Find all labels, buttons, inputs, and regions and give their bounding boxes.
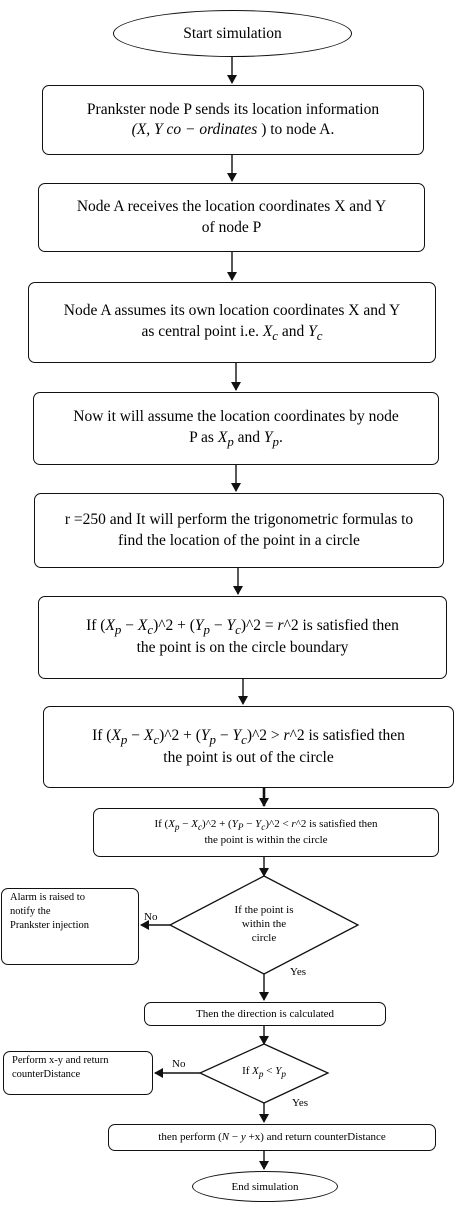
process-step-alarm [1, 888, 139, 965]
step8-line1: If ($X_p$ − $X_c)\^{}2 + (Y_P$ − $Y_c)\^{}2$ < r^2 is satisfied then [154, 818, 378, 833]
step3-line1: Node A assumes its own location coordinates X and Y [63, 302, 401, 320]
process-step-receive-coordinates [38, 183, 425, 252]
end-terminator [192, 1171, 338, 1202]
step4-line1: Now it will assume the location coordinates by node [73, 408, 399, 426]
decision1-line1: If the point is [234, 904, 294, 917]
perform-xy-line1: Perform x-y and return [12, 1055, 109, 1066]
process-step-trigonometric [34, 493, 444, 568]
process-step-perform-final [108, 1124, 436, 1151]
step5-line1: r =250 and It will perform the trigonometric formulas to [64, 511, 414, 529]
perform-xy-line2: counterDistance [12, 1068, 81, 1080]
end-label: End simulation [231, 1180, 299, 1193]
decision2-yes-label: Yes [292, 1097, 309, 1109]
alarm-line3: Prankster injection [10, 919, 90, 931]
step6-line1: If ($X_p$ − $X_c)\^{}2 + (Y_p$ − $Y_c)\^{}2$ = r^2 is satisfied then [86, 617, 399, 638]
alarm-line1: Alarm is raised to [10, 892, 85, 903]
start-label: Start simulation [183, 24, 282, 42]
step3-line2: as central point i.e. $X_c$ and $Y_c$ [141, 322, 323, 343]
decision2-no-label: No [172, 1058, 186, 1070]
decision1-line2: within the [241, 918, 287, 931]
decision2-text [220, 1062, 308, 1084]
step7-line1: If ($X_p$ − $X_c)\^{}2 + (Y_p$ − $Y_c)\^{}2$ > r^2 is satisfied then [92, 726, 405, 747]
process-step-assume-node-p [33, 392, 439, 465]
perform-final-label: then perform (N − y +x) and return counterDistance [158, 1131, 386, 1144]
process-step-out-of-circle [43, 706, 454, 788]
process-step-within-circle [93, 808, 439, 857]
step2-line2: of node P [201, 218, 262, 236]
process-step-perform-xy [3, 1051, 153, 1095]
process-step-direction [144, 1002, 386, 1026]
step4-line2: P as $X_p$ and $Y_p$. [189, 428, 283, 449]
step5-line2: find the location of the point in a circle [118, 531, 360, 549]
direction-label: Then the direction is calculated [195, 1007, 335, 1020]
step2-line1: Node A receives the location coordinates X and Y [76, 198, 387, 216]
decision1-yes-label: Yes [290, 966, 307, 978]
process-step-central-point [28, 282, 436, 363]
step1-line1: Prankster node P sends its location information [86, 100, 380, 118]
process-step-on-boundary [38, 596, 447, 679]
decision2-label: If $X_p < Y_p$ [242, 1065, 286, 1080]
alarm-line2: notify the [10, 905, 51, 917]
step8-line2: the point is within the circle [204, 834, 328, 847]
step7-line2: the point is out of the circle [163, 748, 334, 766]
step1-line2: (X, Y co − ordinates ) to node A. [131, 121, 335, 138]
start-terminator [113, 10, 352, 57]
decision1-line3: circle [251, 931, 277, 944]
step6-line2: the point is on the circle boundary [136, 639, 349, 657]
decision1-no-label: No [144, 911, 158, 923]
decision1-text [210, 896, 318, 954]
process-step-send-location [42, 85, 424, 155]
